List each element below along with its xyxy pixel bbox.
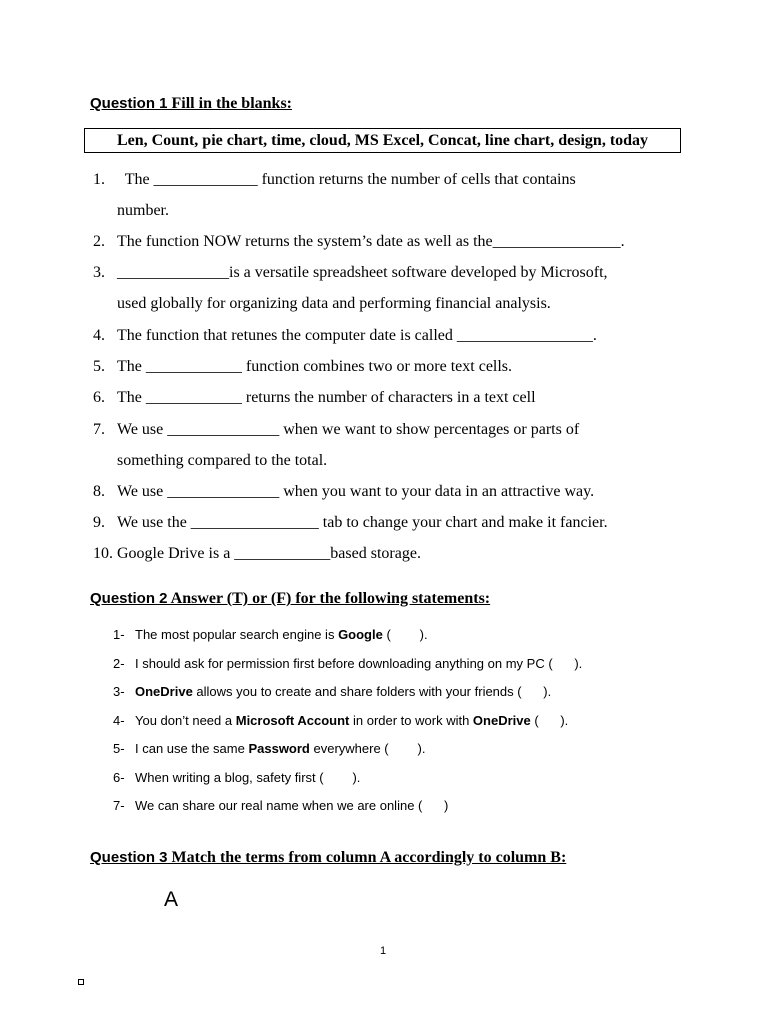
item-number: 5- xyxy=(113,741,125,756)
question-2-heading xyxy=(90,590,490,608)
question-1-title: Fill in the blanks: xyxy=(167,95,292,112)
item-text: Google Drive is a ____________based storage. xyxy=(117,545,421,562)
item-number: 7. xyxy=(93,421,105,438)
question-1-lead: Question 1 xyxy=(90,95,168,112)
question-2-title: Answer (T) or (F) for the following statements: xyxy=(167,590,491,607)
item-text: I should ask for permission first before downloading anything on my PC ( ). xyxy=(135,656,583,671)
list-item xyxy=(93,257,673,312)
item-number: 1- xyxy=(113,627,125,642)
item-number: 6. xyxy=(93,389,105,406)
list-item xyxy=(113,712,568,730)
list-item xyxy=(93,507,673,538)
item-text: The ____________ function combines two or more text cells. xyxy=(117,358,513,375)
list-item xyxy=(93,476,673,507)
item-text: You don’t need a xyxy=(135,713,236,728)
list-item xyxy=(93,382,673,413)
item-text: The function that retunes the computer date is called _________________. xyxy=(117,327,597,344)
item-keyword: Google xyxy=(338,627,383,642)
item-number: 1. xyxy=(93,171,105,188)
item-text-continued: used globally for organizing data and performing financial analysis. xyxy=(117,295,551,312)
item-text: everywhere ( ). xyxy=(309,741,426,756)
item-number: 3. xyxy=(93,264,105,281)
list-item xyxy=(93,538,673,569)
item-text: ( ). xyxy=(530,713,569,728)
question-3-title: Match the terms from column A accordingly to column B: xyxy=(167,849,567,866)
list-item xyxy=(93,320,673,351)
item-text: allows you to create and share folders with your friends ( ). xyxy=(192,684,552,699)
item-text: The _____________ function returns the number of cells that contains xyxy=(117,171,576,188)
item-number: 10. xyxy=(93,545,113,562)
page-number: 1 xyxy=(380,945,387,957)
question-2-lead: Question 2 xyxy=(90,590,168,607)
item-text: We use ______________ when we want to show percentages or parts of xyxy=(117,421,580,438)
item-number: 7- xyxy=(113,798,125,813)
item-number: 3- xyxy=(113,684,125,699)
list-item xyxy=(93,164,673,219)
list-item xyxy=(93,226,673,257)
list-item xyxy=(113,740,425,758)
item-keyword: Microsoft Account xyxy=(235,713,350,728)
item-number: 2. xyxy=(93,233,105,250)
item-number: 6- xyxy=(113,770,125,785)
item-keyword: OneDrive xyxy=(472,713,531,728)
list-item xyxy=(113,797,448,815)
item-number: 8. xyxy=(93,483,105,500)
paragraph-mark-icon xyxy=(78,979,84,985)
item-keyword: Password xyxy=(248,741,310,756)
item-number: 2- xyxy=(113,656,125,671)
item-number: 4. xyxy=(93,327,105,344)
item-text: We use ______________ when you want to your data in an attractive way. xyxy=(117,483,595,500)
item-text: When writing a blog, safety first ( ). xyxy=(135,770,361,785)
list-item xyxy=(113,683,551,701)
item-text: The function NOW returns the system’s date as well as the________________. xyxy=(117,233,625,250)
item-text: ( ). xyxy=(382,627,428,642)
list-item xyxy=(93,414,673,469)
item-text-continued: number. xyxy=(117,202,169,219)
list-item xyxy=(93,351,673,382)
question-1-heading xyxy=(90,95,292,113)
column-a-label: A xyxy=(164,888,179,911)
item-text: in order to work with xyxy=(349,713,473,728)
item-text-continued: something compared to the total. xyxy=(117,452,328,469)
list-item xyxy=(113,626,428,644)
question-3-heading xyxy=(90,849,566,867)
word-bank: Len, Count, pie chart, time, cloud, MS Excel, Concat, line chart, design, today xyxy=(84,128,681,153)
list-item xyxy=(113,655,582,673)
item-number: 4- xyxy=(113,713,125,728)
question-3-lead: Question 3 xyxy=(90,849,168,866)
item-text: ______________is a versatile spreadsheet software developed by Microsoft, xyxy=(117,264,608,281)
item-text: I can use the same xyxy=(135,741,249,756)
list-item xyxy=(113,769,360,787)
item-keyword: OneDrive xyxy=(135,684,193,699)
item-text: We use the ________________ tab to change your chart and make it fancier. xyxy=(117,514,608,531)
item-text: The ____________ returns the number of characters in a text cell xyxy=(117,389,536,406)
item-text: The most popular search engine is xyxy=(135,627,339,642)
item-text: We can share our real name when we are online ( ) xyxy=(135,798,449,813)
item-number: 9. xyxy=(93,514,105,531)
item-number: 5. xyxy=(93,358,105,375)
